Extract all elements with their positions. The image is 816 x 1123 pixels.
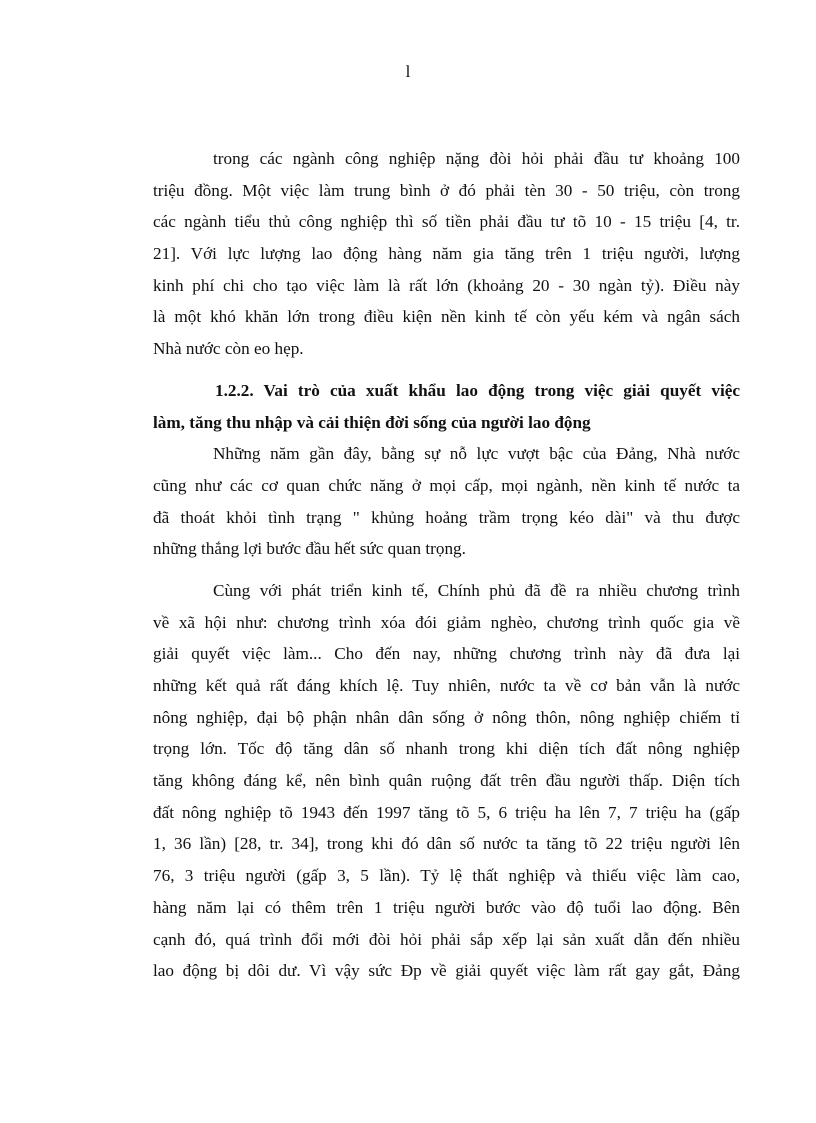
text-line: giải quyết việc làm... Cho đến nay, những chương trình này đã đưa lại bbox=[153, 644, 740, 664]
paragraph-2 bbox=[153, 438, 740, 565]
text-line: trọng lớn. Tốc độ tăng dân số nhanh trong khi diện tích đất nông nghiệp bbox=[153, 739, 740, 759]
paragraph-1 bbox=[153, 143, 740, 365]
text-line: cũng như các cơ quan chức năng ở mọi cấp, mọi ngành, nền kinh tế nước ta bbox=[153, 475, 740, 495]
text-line: trong các ngành công nghiệp nặng đòi hỏi phải đầu tư khoảng 100 bbox=[213, 149, 740, 168]
text-line: nông nghiệp, đại bộ phận nhân dân sống ở nông thôn, nông nghiệp chiếm tỉ bbox=[153, 707, 740, 727]
document-body bbox=[153, 143, 740, 987]
text-line: đất nông nghiệp tõ 1943 đến 1997 tăng tõ 5, 6 triệu ha lên 7, 7 triệu ha (gấp bbox=[153, 802, 740, 822]
heading-line: 1.2.2. Vai trò của xuất khẩu lao động trong việc giải quyết việc bbox=[215, 380, 740, 400]
text-line: Nhà nước còn eo hẹp. bbox=[153, 339, 304, 359]
text-line: Cùng với phát triển kinh tế, Chính phủ đã đề ra nhiều chương trình bbox=[213, 580, 740, 600]
text-line: kinh phí chi cho tạo việc làm là rất lớn (khoảng 20 - 30 ngàn tỷ). Điều này bbox=[153, 275, 740, 295]
text-line: cạnh đó, quá trình đổi mới đòi hỏi phải sắp xếp lại sản xuất dẫn đến nhiều bbox=[153, 929, 740, 949]
page-number: l bbox=[405, 62, 411, 81]
text-line: những thắng lợi bước đầu hết sức quan trọng. bbox=[153, 539, 466, 559]
text-line: Những năm gần đây, bằng sự nỗ lực vượt bậc của Đảng, Nhà nước bbox=[213, 444, 740, 464]
text-line: 21]. Với lực lượng lao động hàng năm gia tăng trên 1 triệu người, lượng bbox=[153, 244, 740, 264]
text-line: 1, 36 lần) [28, tr. 34], trong khi đó dân số nước ta tăng tõ 22 triệu người lên bbox=[153, 834, 740, 854]
text-line: hàng năm lại có thêm trên 1 triệu người bước vào độ tuổi lao động. Bên bbox=[153, 897, 740, 917]
text-line: triệu đồng. Một việc làm trung bình ở đó phải tèn 30 - 50 triệu, còn trong bbox=[153, 180, 740, 200]
text-line: các ngành tiểu thủ công nghiệp thì số tiền phải đầu tư tõ 10 - 15 triệu [4, tr. bbox=[153, 212, 740, 232]
section-heading bbox=[153, 375, 740, 438]
text-line: là một khó khăn lớn trong điều kiện nền kinh tế còn yếu kém và ngân sách bbox=[153, 307, 740, 327]
text-line: tăng không đáng kể, nên bình quân ruộng đất trên đầu người thấp. Diện tích bbox=[153, 771, 740, 791]
text-line: 76, 3 triệu người (gấp 3, 5 lần). Tỷ lệ thất nghiệp và thiếu việc làm cao, bbox=[153, 866, 740, 886]
text-line: đã thoát khỏi tình trạng " khủng hoảng trầm trọng kéo dài" và thu được bbox=[153, 507, 740, 527]
text-line: về xã hội như: chương trình xóa đói giảm nghèo, chương trình quốc gia về bbox=[153, 612, 740, 632]
text-line: những kết quả rất đáng khích lệ. Tuy nhiên, nước ta về cơ bản vẫn là nước bbox=[153, 676, 740, 695]
paragraph-3 bbox=[153, 575, 740, 987]
heading-line: làm, tăng thu nhập và cải thiện đời sống của người lao động bbox=[153, 412, 591, 432]
text-line: lao động bị dôi dư. Vì vậy sức Ðp về giải quyết việc làm rất gay gắt, Đảng bbox=[153, 961, 740, 981]
